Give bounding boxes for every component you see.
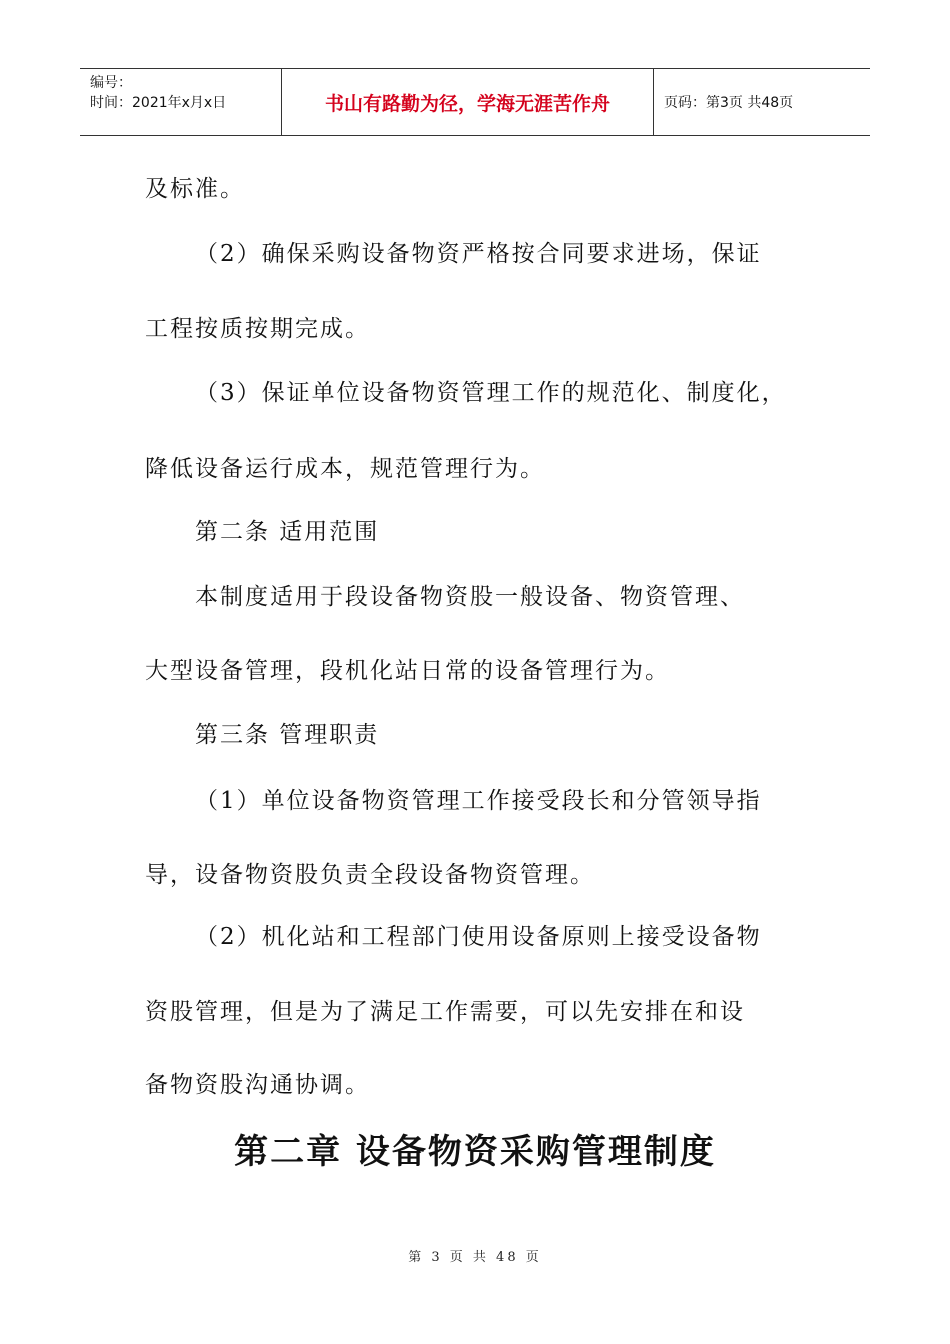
paragraph-line: （3）保证单位设备物资管理工作的规范化、制度化， xyxy=(195,380,787,406)
paragraph-line: 工程按质按期完成。 xyxy=(145,316,370,342)
header-page-code: 页码：第3页 共48页 xyxy=(664,95,794,111)
section-heading: 第三条 管理职责 xyxy=(195,722,380,748)
paragraph-line: 大型设备管理，段机化站日常的设备管理行为。 xyxy=(145,658,670,684)
paragraph-line: 资股管理，但是为了满足工作需要，可以先安排在和设 xyxy=(145,999,745,1025)
paragraph-line: 本制度适用于段设备物资股一般设备、物资管理、 xyxy=(195,584,745,610)
page-footer: 第 3 页 共 48 页 xyxy=(408,1250,542,1265)
paragraph-line: （1）单位设备物资管理工作接受段长和分管领导指 xyxy=(195,788,762,814)
paragraph-line: 备物资股沟通协调。 xyxy=(145,1072,370,1098)
header-number: 编号： xyxy=(90,75,132,91)
chapter-title: 第二章 设备物资采购管理制度 xyxy=(234,1132,716,1172)
page-header xyxy=(80,68,870,136)
header-time: 时间：2021年x月x日 xyxy=(90,95,227,111)
paragraph-line: 及标准。 xyxy=(145,176,245,202)
paragraph-line: （2）机化站和工程部门使用设备原则上接受设备物 xyxy=(195,924,762,950)
paragraph-line: 导，设备物资股负责全段设备物资管理。 xyxy=(145,862,595,888)
header-meta xyxy=(80,69,282,135)
paragraph-line: 降低设备运行成本，规范管理行为。 xyxy=(145,456,545,482)
section-heading: 第二条 适用范围 xyxy=(195,519,380,545)
paragraph-line: （2）确保采购设备物资严格按合同要求进场，保证 xyxy=(195,241,762,267)
header-motto: 书山有路勤为径，学海无涯苦作舟 xyxy=(282,69,654,135)
